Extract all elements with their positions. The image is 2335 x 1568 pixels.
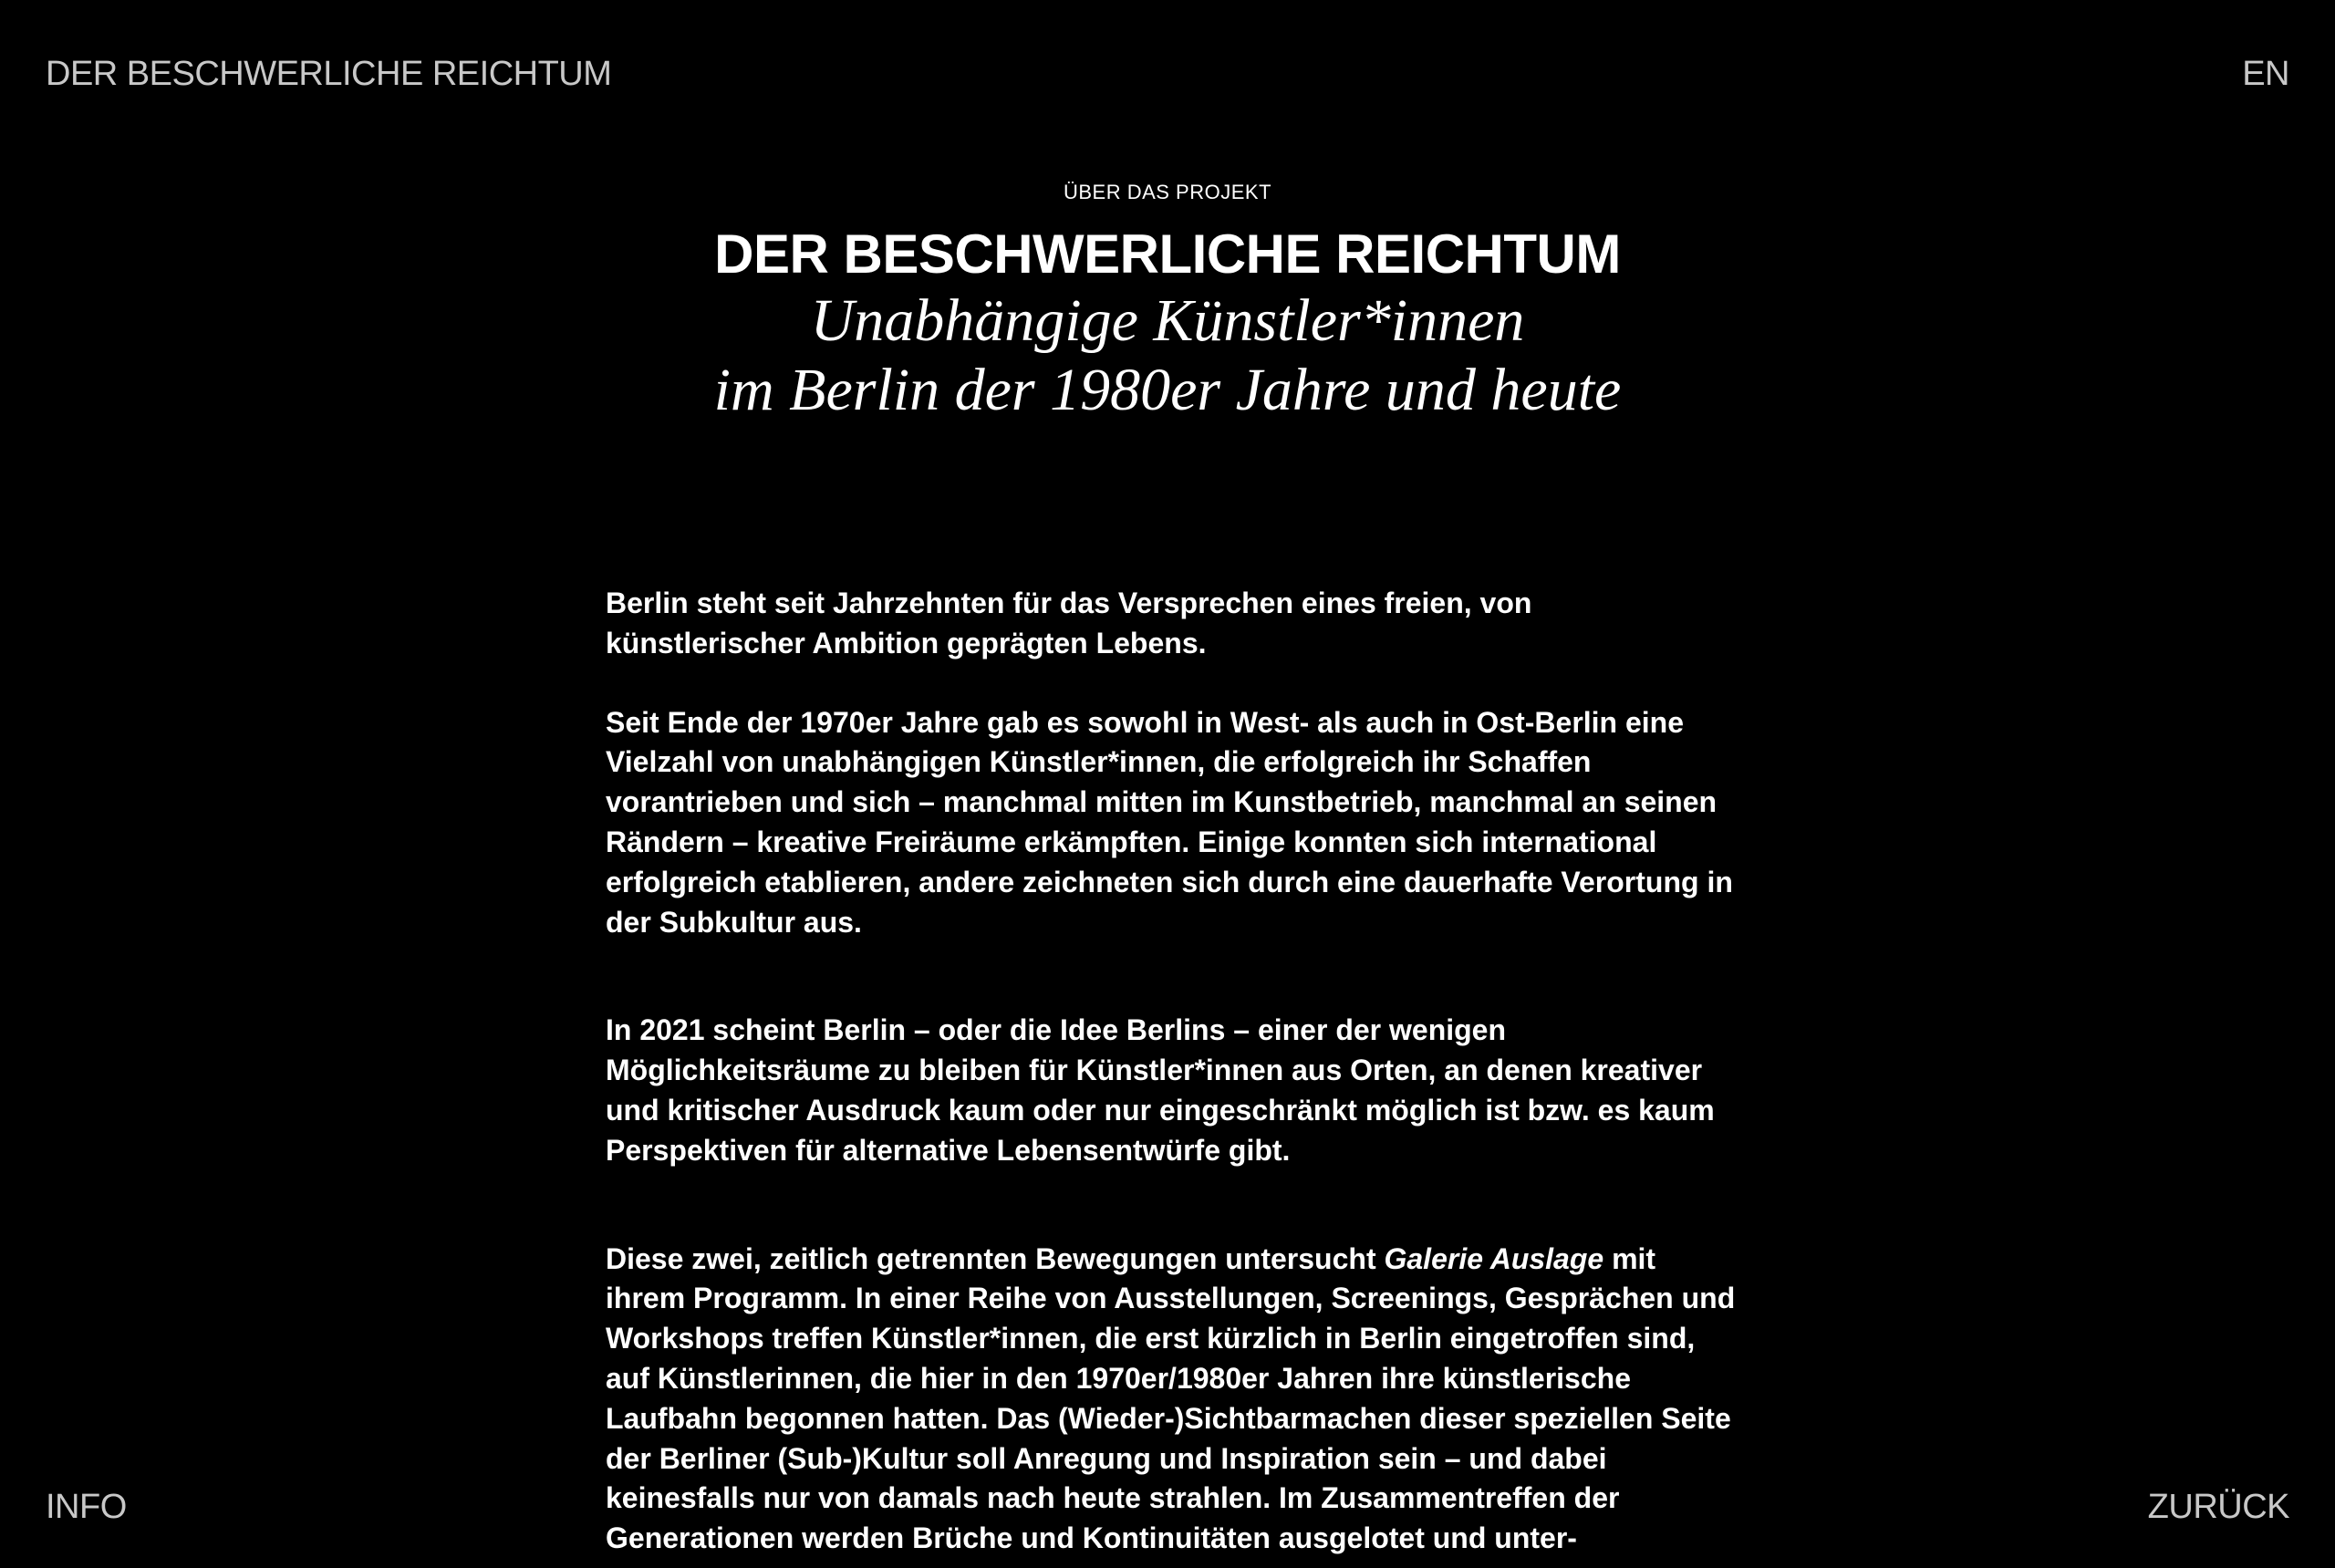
info-link[interactable]: INFO xyxy=(46,1488,127,1526)
back-link[interactable]: ZURÜCK xyxy=(2147,1488,2289,1526)
paragraph-program-start: Diese zwei, zeitlich getrennten Bewegungen untersucht xyxy=(606,1241,1385,1275)
paragraph-program xyxy=(606,1240,1737,1559)
project-header xyxy=(0,181,2335,425)
language-toggle-link[interactable]: EN xyxy=(2242,55,2289,93)
section-kicker: ÜBER DAS PROJEKT xyxy=(1063,181,1272,203)
paragraph-history: Seit Ende der 1970er Jahre gab es sowohl in West- als auch in Ost-Berlin eine Vielzahl von unabhängigen Künstler*innen, die erfolgreich ihr Schaffen vorantrieben und sich – manchmal mitten im Kunstbetrieb, manchmal an seinen Rändern – kreative Freiräume erkämpften. Einige konnten sich international erfolgreich etablieren, andere zeichneten sich durch eine dauerhafte Verortung in der Subkultur aus. xyxy=(606,705,1733,939)
site-title-link[interactable]: DER BESCHWERLICHE REICHTUM xyxy=(46,55,612,93)
paragraph-present: In 2021 scheint Berlin – oder die Idee Berlins – einer der wenigen Möglichkeitsräume zu bleiben für Künstler*innen aus Orten, an denen kreativer und kritischer Ausdruck kaum oder nur eingeschränkt möglich ist bzw. es kaum Perspektiven für alternative Lebensentwürfe gibt. xyxy=(606,1013,1715,1167)
paragraph-intro: Berlin steht seit Jahrzehnten für das Versprechen eines freien, von künstlerischer Ambition geprägten Lebens. xyxy=(606,587,1532,659)
page-title: DER BESCHWERLICHE REICHTUM xyxy=(714,223,1621,285)
paragraph-program-rest: mit ihrem Programm. In einer Reihe von Ausstellungen, Screenings, Gesprächen und Workshops treffen Künstler*innen, die erst kürzlich in Berlin eingetroffen sind, auf Künstlerinnen, die hier in den 1970er/1980er Jahren ihre künstlerische Laufbahn begonnen hatten. Das (Wieder-)Sichtbarmachen dieser speziellen Seite der Berliner (Sub-)Kultur soll Anregung und Inspiration sein – und dabei keinesfalls nur von damals nach heute strahlen. Im Zusammentreffen der Generationen werden Brüche und Kontinuitäten ausgelotet und unter- xyxy=(606,1241,1736,1555)
gallery-name: Galerie Auslage xyxy=(1384,1241,1604,1275)
page-subtitle-line-2: im Berlin der 1980er Jahre und heute xyxy=(713,357,1622,423)
page-subtitle-line-1: Unabhängige Künstler*innen xyxy=(810,287,1525,354)
about-text xyxy=(606,584,1737,1559)
